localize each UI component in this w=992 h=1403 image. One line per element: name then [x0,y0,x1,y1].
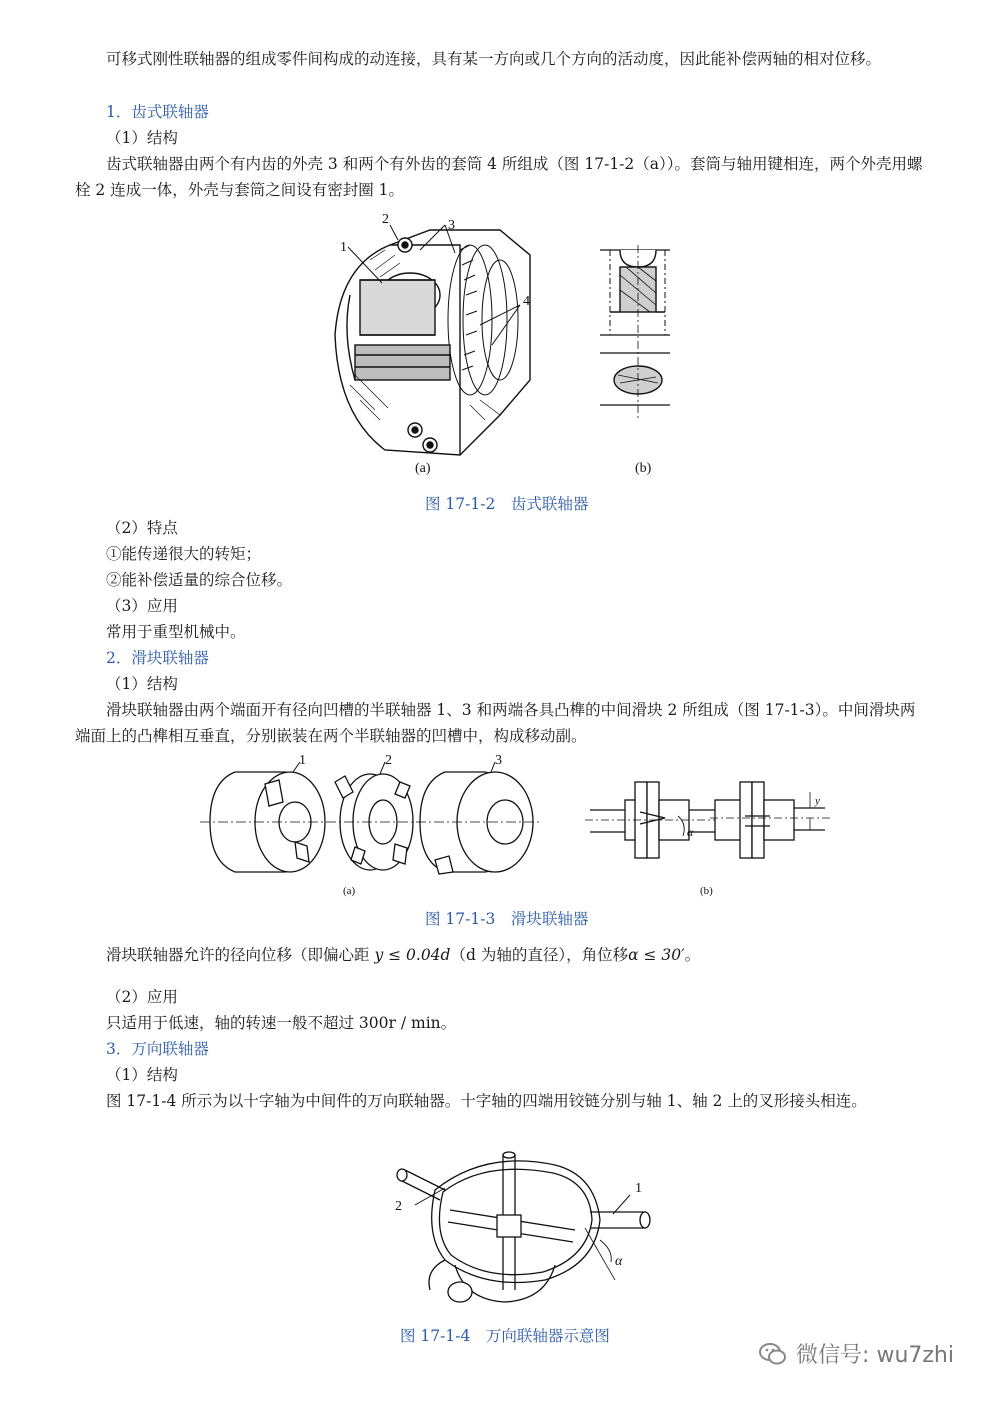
figure-caption-17-1-4: 图 17-1-4 万向联轴器示意图 [400,1327,610,1345]
paragraph-intro: 可移式刚性联轴器的组成零件间构成的动连接，具有某一方向或几个方向的活动度，因此能补偿两轴的相对位移。 [106,50,882,68]
subheading-gear-features: （2）特点 [106,519,178,537]
gear-feature-2: ②能补偿适量的综合位移。 [106,571,293,589]
subheading-gear-application: （3）应用 [106,597,178,615]
formula-eccentricity: y ≤ 0.04d [374,946,451,964]
slider-label-b: (b) [700,885,713,897]
paragraph-gear-structure: 齿式联轴器由两个有内齿的外壳 3 和两个有外齿的套筒 4 所组成（图 17-1-2（a））。套筒与轴用键相连，两个外壳用螺栓 2 连成一体，外壳与套筒之间设有密封圈 1。 [75,155,923,199]
subheading-slider-structure: （1）结构 [106,675,178,693]
figure-gear-coupling [320,205,700,487]
gear-feature-1: ①能传递很大的转矩； [106,545,262,563]
wechat-watermark [758,1338,954,1369]
formula-text-pre: 滑块联轴器允许的径向位移（即偏心距 [106,946,375,964]
slider-label-2: 2 [385,753,392,768]
slider-label-1: 1 [299,753,306,768]
slider-coupling-drawing [195,752,845,902]
slider-application-text: 只适用于低速，轴的转速一般不超过 300r / min。 [106,1014,457,1032]
gear-label-b: (b) [635,461,652,476]
universal-label-1: 1 [635,1181,642,1196]
subheading-gear-structure: （1）结构 [106,129,178,147]
subheading-universal-structure: （1）结构 [106,1066,178,1084]
slider-label-y: y [815,795,820,807]
gear-label-a: (a) [415,461,431,476]
wechat-icon [758,1341,788,1367]
paragraph-slider-formula [75,942,927,968]
heading-slider-coupling: 2．滑块联轴器 [106,649,209,667]
slider-label-alpha: α [687,825,694,839]
universal-joint-drawing [385,1150,665,1320]
gear-label-1: 1 [340,240,347,255]
figure-universal-joint [385,1150,665,1320]
subheading-slider-application: （2）应用 [106,988,178,1006]
figure-slider-coupling [195,752,845,902]
formula-angle: α ≤ 30′ [628,946,685,964]
gear-label-4: 4 [523,294,530,309]
formula-text-end: 。 [684,946,701,964]
watermark-text: 微信号: wu7zhi [796,1343,954,1368]
gear-label-3: 3 [448,218,455,233]
paragraph-universal-structure: 图 17-1-4 所示为以十字轴为中间件的万向联轴器。十字轴的四端用铰链分别与轴 1、轴 2 上的叉形接头相连。 [106,1092,867,1110]
gear-application-text: 常用于重型机械中。 [106,623,246,641]
slider-label-a: (a) [343,885,356,897]
figure-caption-17-1-3: 图 17-1-3 滑块联轴器 [425,910,589,928]
heading-universal-coupling: 3．万向联轴器 [106,1040,209,1058]
paragraph-slider-structure: 滑块联轴器由两个端面开有径向凹槽的半联轴器 1、3 和两端各具凸榫的中间滑块 2 所组成（图 17-1-3）。中间滑块两端面上的凸榫相互垂直，分别嵌装在两个半联轴器的凹槽中，构成移动副。 [75,701,916,745]
heading-gear-coupling: 1．齿式联轴器 [106,103,209,121]
gear-coupling-drawing [320,205,700,487]
figure-caption-17-1-2: 图 17-1-2 齿式联轴器 [425,495,589,513]
universal-label-2: 2 [395,1199,402,1214]
universal-label-alpha: α [615,1254,623,1269]
slider-label-3: 3 [495,753,502,768]
formula-text-mid: （d 为轴的直径），角位移 [450,946,629,964]
gear-label-2: 2 [382,212,389,227]
